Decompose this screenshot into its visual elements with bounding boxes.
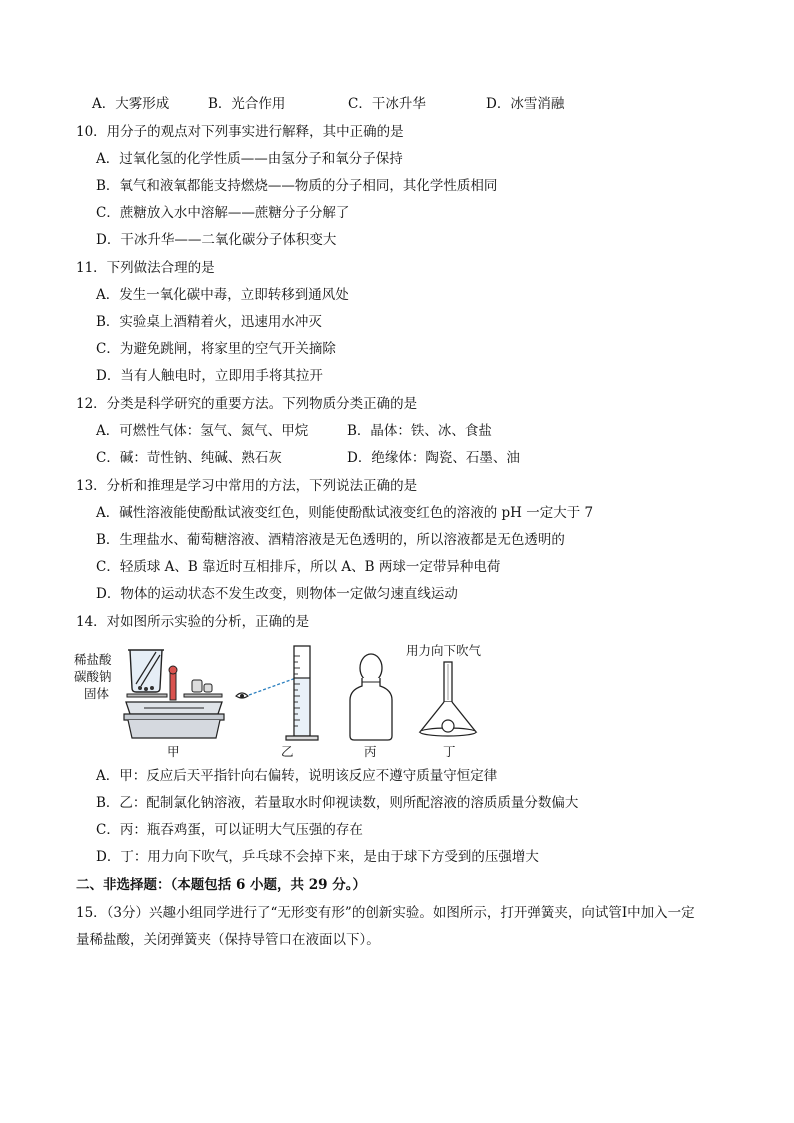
graduated-cylinder-icon: [232, 644, 322, 744]
q13-option-b: B．生理盐水、葡萄糖溶液、酒精溶液是无色透明的，所以溶液都是无色透明的: [96, 532, 565, 548]
q12-options-row1: [0, 421, 794, 441]
funnel-ball-icon: [414, 660, 484, 740]
balance-with-beaker-icon: [124, 642, 224, 742]
q12-option-c: C．碱：苛性钠、纯碱、熟石灰: [96, 450, 282, 466]
q10-option-c: C．蔗糖放入水中溶解——蔗糖分子分解了: [96, 205, 350, 221]
q10-stem: 10．用分子的观点对下列事实进行解释，其中正确的是: [76, 124, 404, 140]
q11-option-b: B．实验桌上酒精着火，迅速用水冲灭: [96, 314, 322, 330]
label-solid: 固体: [84, 686, 110, 701]
q12-stem: 12．分类是科学研究的重要方法。下列物质分类正确的是: [76, 396, 418, 412]
q15-line2: 量稀盐酸，关闭弹簧夹（保持导管口在液面以下）。: [76, 932, 380, 948]
label-ding: 丁: [443, 744, 456, 759]
q9-options: [0, 94, 794, 114]
q10-option-a: A．过氧化氢的化学性质——由氢分子和氧分子保持: [96, 151, 403, 167]
q12-option-d: D．绝缘体：陶瓷、石墨、油: [347, 450, 520, 466]
q11-stem: 11．下列做法合理的是: [76, 260, 215, 276]
label-bing: 丙: [364, 744, 377, 759]
q14-option-c: C．丙：瓶吞鸡蛋，可以证明大气压强的存在: [96, 822, 363, 838]
q9-option-d: D．冰雪消融: [486, 96, 565, 112]
q11-option-a: A．发生一氧化碳中毒，立即转移到通风处: [96, 287, 349, 303]
q13-option-c: C．轻质球 A、B 靠近时互相排斥，所以 A、B 两球一定带异种电荷: [96, 559, 501, 575]
q12-options-row2: [0, 448, 794, 468]
section-heading: 二、非选择题：（本题包括 6 小题，共 29 分。）: [76, 877, 366, 893]
q9-option-a: A．大雾形成: [92, 96, 170, 112]
q12-option-a: A．可燃性气体：氢气、氮气、甲烷: [96, 423, 309, 439]
q11-option-c: C．为避免跳闸，将家里的空气开关摘除: [96, 341, 336, 357]
q13-option-a: A．碱性溶液能使酚酞试液变红色，则能使酚酞试液变红色的溶液的 pH 一定大于 7: [96, 505, 594, 521]
q14-option-d: D．丁：用力向下吹气，乒乓球不会掉下来，是由于球下方受到的压强增大: [96, 849, 539, 865]
q12-option-b: B．晶体：铁、冰、食盐: [347, 423, 492, 439]
q14-option-b: B．乙：配制氯化钠溶液，若量取水时仰视读数，则所配溶液的溶质质量分数偏大: [96, 795, 579, 811]
label-jia: 甲: [167, 744, 180, 759]
q13-option-d: D．物体的运动状态不发生改变，则物体一定做匀速直线运动: [96, 586, 458, 602]
q15-line1: 15．（3分）兴趣小组同学进行了“无形变有形”的创新实验。如图所示，打开弹簧夹，向试管Ⅰ中加入一定: [76, 905, 695, 921]
q14-stem: 14．对如图所示实验的分析，正确的是: [76, 614, 310, 630]
q9-option-b: B．光合作用: [208, 96, 286, 112]
label-yi: 乙: [281, 744, 294, 759]
q10-option-d: D．干冰升华——二氧化碳分子体积变大: [96, 232, 337, 248]
q14-option-a: A．甲：反应后天平指针向右偏转，说明该反应不遵守质量守恒定律: [96, 768, 498, 784]
bottle-egg-icon: [346, 652, 396, 742]
label-hcl: 稀盐酸: [74, 652, 112, 667]
q13-stem: 13．分析和推理是学习中常用的方法，下列说法正确的是: [76, 478, 418, 494]
label-na2co3: 碳酸钠: [74, 669, 112, 684]
q9-option-c: C．干冰升华: [348, 96, 426, 112]
q11-option-d: D．当有人触电时，立即用手将其拉开: [96, 368, 323, 384]
label-blow: 用力向下吹气: [406, 643, 482, 658]
q10-option-b: B．氧气和液氧都能支持燃烧——物质的分子相同，其化学性质相同: [96, 178, 498, 194]
